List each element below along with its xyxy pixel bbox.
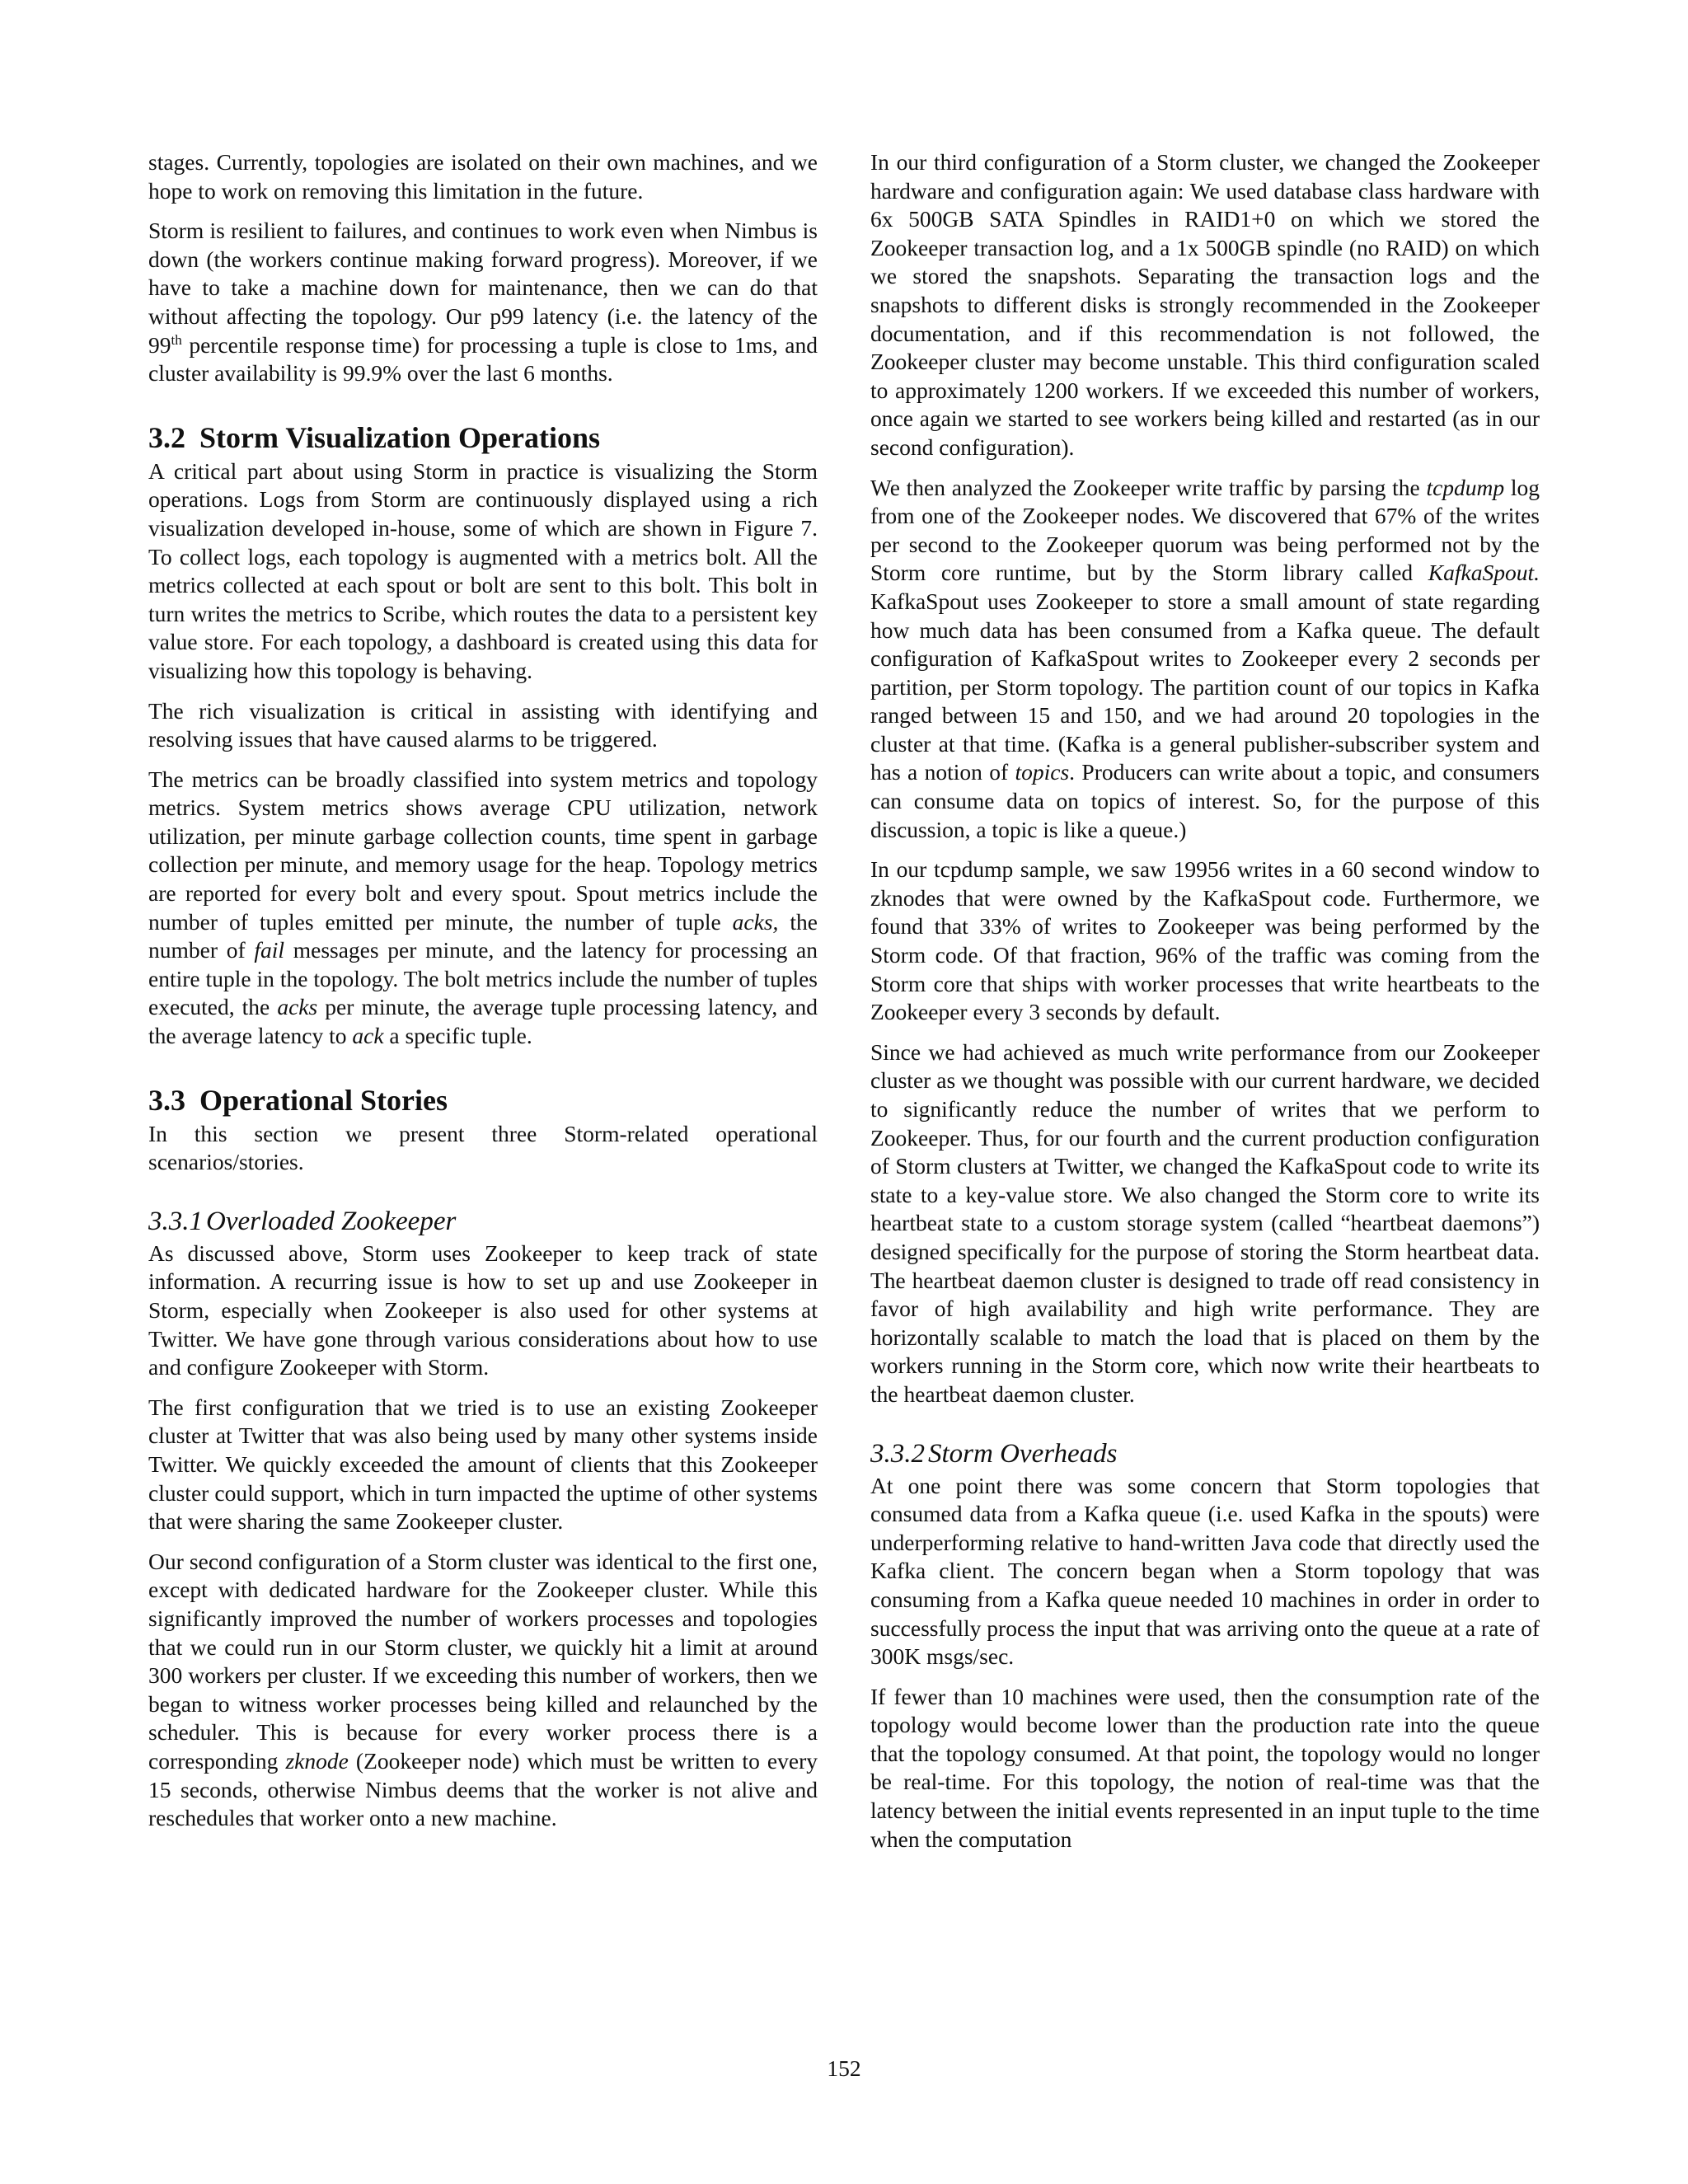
paragraph: As discussed above, Storm uses Zookeeper to keep track of state information. A recurring issue is how to set up and use Zookeeper in Storm, especially when Zookeeper is also used for other systems at Twitter. We have gone through various considerations about how to use and configure Zookeeper with Storm. [148,1240,818,1380]
superscript: th [171,331,182,348]
section-title: Operational Stories [199,1083,448,1117]
text-run: messages per minute, and the latency for processing an entire tuple in the topology. The bolt metrics include the number of tuples executed, the [148,937,818,1020]
paragraph: Since we had achieved as much write performance from our Zookeeper cluster as we thought was possible with our current hardware, we decided to significantly reduce the number of writes that we perform to Zookeeper. Thus, for our fourth and the current production configuration of Storm clusters at Twitter, we changed the KafkaSpout code to write its state to a key-value store. We also changed the Storm core to write its heartbeat state to a custom storage system (called “heartbeat daemons”) designed specifically for the purpose of storing the Storm heartbeat data. The heartbeat daemon cluster is designed to trade off read consistency in favor of high availability and high write performance. They are horizontally scalable to match the load that is placed on them by the workers running in the Storm core, which now write their heartbeats to the heartbeat daemon cluster. [870,1038,1540,1407]
subsection-title: Storm Overheads [928,1438,1118,1469]
text-run: the number of [148,908,818,963]
page-number: 152 [827,2055,861,2081]
text-run: a specific tuple. [383,1023,532,1049]
text-run: log from one of the Zookeeper nodes. We discovered that 67% of the writes per second to the Zookeeper quorum was being performed not by the Storm core runtime, but by the Storm library called [870,474,1540,586]
text-run: We then analyzed the Zookeeper write traffic by parsing the [870,474,1427,500]
emphasis: tcpdump [1426,474,1505,500]
emphasis: KafkaSpout. [1428,560,1540,586]
paragraph: The rich visualization is critical in assisting with identifying and resolving issues that have caused alarms to be triggered. [148,697,818,752]
paragraph [148,1548,818,1833]
section-heading [148,1082,818,1118]
text-run: percentile response time) for processing a tuple is close to 1ms, and cluster availability is 99.9% over the last 6 months. [148,331,818,387]
emphasis: topics [1015,759,1070,785]
section-number: 3.3 [148,1083,185,1117]
paragraph: The first configuration that we tried is to use an existing Zookeeper cluster at Twitter that was also being used by many other systems inside Twitter. We quickly exceeded the amount of clients that this Zookeeper cluster could support, which in turn impacted the uptime of other systems that were sharing the same Zookeeper cluster. [148,1394,818,1535]
right-column [870,148,1540,1865]
emphasis: fail [254,937,285,963]
paragraph: At one point there was some concern that Storm topologies that consumed data from a Kafka queue (i.e. used Kafka in the spouts) were underperforming relative to hand-written Java code that directly used the Kafka client. The concern began when a Storm topology that was consuming from a Kafka queue needed 10 machines in order in order to successfully process the input that was arriving onto the queue at a rate of 300K msgs/sec. [870,1472,1540,1670]
paragraph [148,766,818,1051]
emphasis: ack [352,1023,384,1049]
section-title: Storm Visualization Operations [199,420,601,454]
emphasis: zknode [285,1747,349,1774]
emphasis: acks, [732,908,779,935]
paragraph: In our tcpdump sample, we saw 19956 writes in a 60 second window to zknodes that were owned by the KafkaSpout code. Furthermore, we found that 33% of writes to Zookeeper was being performed by the Storm code. Of that fraction, 96% of the traffic was coming from the Storm core that ships with worker processes that write heartbeats to the Zookeeper every 3 seconds by default. [870,856,1540,1025]
section-heading [148,419,818,456]
paragraph [148,217,818,388]
left-column [148,148,818,1844]
text-run: Our second configuration of a Storm cluster was identical to the first one, except with dedicated hardware for the Zookeeper cluster. While this significantly improved the number of workers processes and topologies that we could run in our Storm cluster, we quickly hit a limit at around 300 workers per cluster. If we exceeding this number of workers, then we began to witness worker processes being killed and relaunched by the scheduler. This is because for every worker process there is a corresponding [148,1548,818,1774]
text-run: per minute, the average tuple processing latency, and the average latency to [148,994,818,1049]
subsection-number: 3.3.1 [148,1206,203,1236]
subsection-number: 3.3.2 [870,1438,925,1469]
paragraph: If fewer than 10 machines were used, then the consumption rate of the topology would become lower than the production rate into the queue that the topology consumed. At that point, the topology would no longer be real-time. For this topology, the notion of real-time was that the latency between the initial events represented in an input tuple to the time when the computation [870,1683,1540,1852]
paragraph: In our third configuration of a Storm cluster, we changed the Zookeeper hardware and configuration again: We used database class hardware with 6x 500GB SATA Spindles in RAID1+0 on which we stored the Zookeeper transaction log, and a 1x 500GB spindle (no RAID) on which we stored the snapshots. Separating the transaction logs and the snapshots to different disks is strongly recommended in the Zookeeper documentation, and if this recommendation is not followed, the Zookeeper cluster may become unstable. This third configuration scaled to approximately 1200 workers. If we exceeded this number of workers, once again we started to see workers being killed and restarted (as in our second configuration). [870,149,1540,460]
paragraph: In this section we present three Storm-related operational scenarios/stories. [148,1120,818,1175]
text-run: (Zookeeper node) which must be written to every 15 seconds, otherwise Nimbus deems that the worker is not alive and reschedules that worker onto a new machine. [148,1747,818,1831]
paragraph [870,474,1540,845]
text-run: Storm is resilient to failures, and continues to work even when Nimbus is down (the workers continue making forward progress). Moreover, if we have to take a machine down for maintenance, then we can do that without affecting the topology. Our p99 latency (i.e. the latency of the 99 [148,218,818,358]
text-run: KafkaSpout uses Zookeeper to store a small amount of state regarding how much data has been consumed from a Kafka queue. The default configuration of KafkaSpout writes to Zookeeper every 2 seconds per partition, per Storm topology. The partition count of our topics in Kafka ranged between 15 and 150, and we had around 20 topologies in the cluster at that time. (Kafka is a general publisher-subscriber system and has a notion of [870,588,1540,785]
subsection-heading [148,1205,818,1238]
section-number: 3.2 [148,420,185,454]
paragraph: A critical part about using Storm in practice is visualizing the Storm operations. Logs from Storm are continuously displayed using a rich visualization developed in-house, some of which are shown in Figure 7. To collect logs, each topology is augmented with a metrics bolt. All the metrics collected at each spout or bolt are sent to this bolt. This bolt in turn writes the metrics to Scribe, which routes the data to a persistent key value store. For each topology, a dashboard is created using this data for visualizing how this topology is behaving. [148,457,818,683]
paragraph: stages. Currently, topologies are isolated on their own machines, and we hope to work on removing this limitation in the future. [148,149,818,204]
subsection-heading [870,1437,1540,1470]
emphasis: acks [277,994,318,1020]
text-run: The metrics can be broadly classified into system metrics and topology metrics. System metrics shows average CPU utilization, network utilization, per minute garbage collection counts, time spent in garbage collection per minute, and memory usage for the heap. Topology metrics are reported for every bolt and every spout. Spout metrics include the number of tuples emitted per minute, the number of tuple [148,766,818,935]
subsection-title: Overloaded Zookeeper [206,1206,457,1236]
text-run: . Producers can write about a topic, and consumers can consume data on topics of interest. So, for the purpose of this discussion, a topic is like a queue.) [870,759,1540,842]
